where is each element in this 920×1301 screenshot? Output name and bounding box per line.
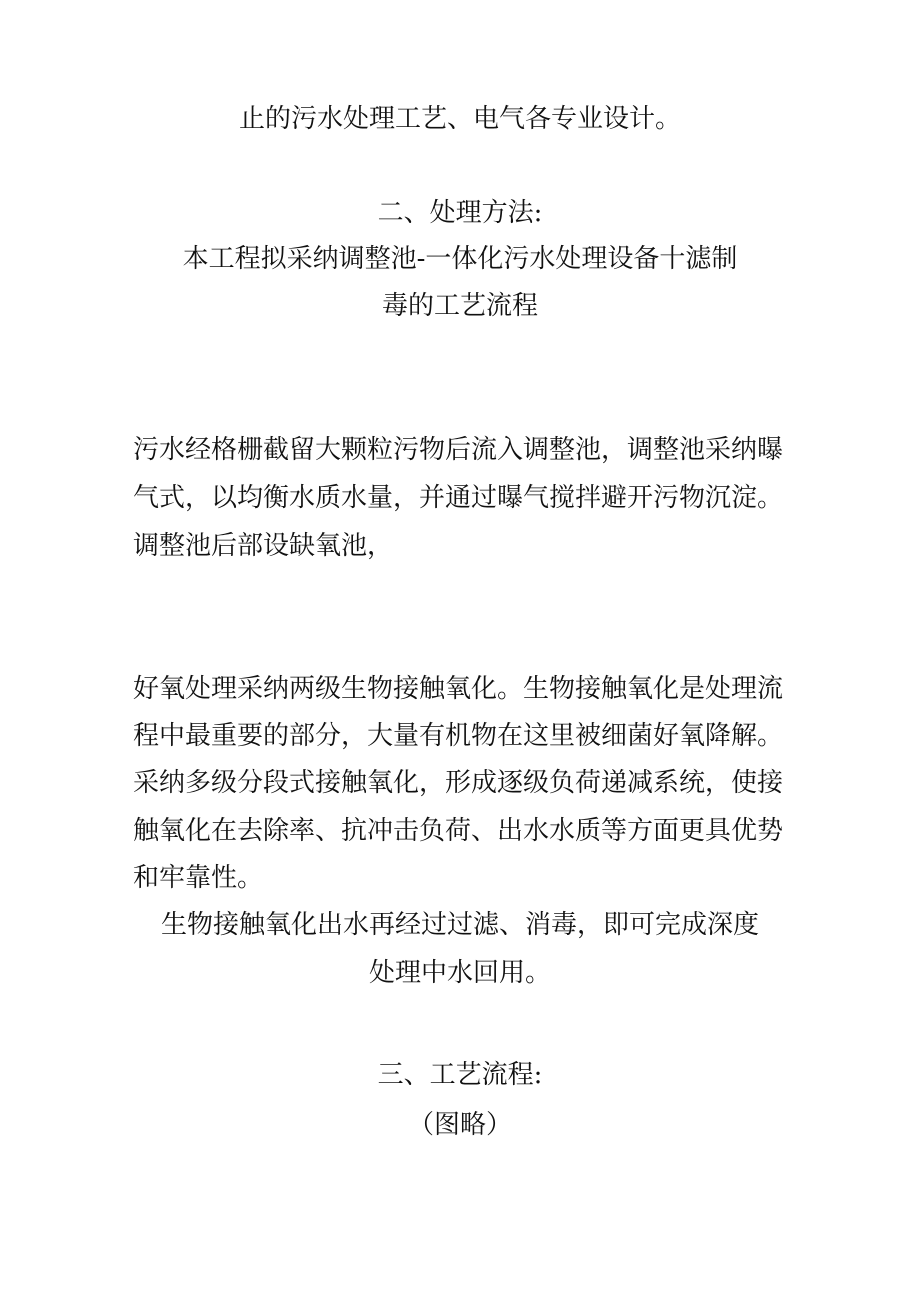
advanced-treatment-line-1: 生物接触氧化出水再经过过滤、消毒，即可完成深度 (160, 910, 759, 940)
method-text-line-2: 毒的工艺流程 (381, 291, 538, 321)
intro-tail-text: 止的污水处理工艺、电气各专业设计。 (238, 104, 681, 134)
aerobic-line-3: 采纳多级分段式接触氧化，形成逐级负荷递减系统，使接 (133, 768, 784, 798)
pretreatment-line-2: 气式，以均衡水质水量，并通过曝气搅拌避开污物沉淀。 (133, 483, 784, 513)
pretreatment-line-3: 调整池后部设缺氧池， (133, 531, 394, 561)
section-3-heading: 三、工艺流程: (377, 1060, 543, 1090)
aerobic-line-1: 好氧处理采纳两级生物接触氧化。生物接触氧化是处理流 (133, 674, 784, 704)
section-2-heading: 二、处理方法: (377, 198, 543, 228)
method-text-line-1: 本工程拟采纳调整池-一体化污水处理设备十滤制 (182, 244, 738, 274)
aerobic-line-4: 触氧化在去除率、抗冲击负荷、出水水质等方面更具优势 (133, 816, 784, 846)
aerobic-line-2: 程中最重要的部分，大量有机物在这里被细菌好氧降解。 (133, 721, 784, 751)
figure-omitted-note: （图略） (407, 1110, 512, 1140)
aerobic-line-5: 和牢靠性。 (133, 863, 264, 893)
advanced-treatment-line-2: 处理中水回用。 (368, 958, 551, 988)
pretreatment-line-1: 污水经格栅截留大颗粒污物后流入调整池，调整池采纳曝 (133, 435, 784, 465)
